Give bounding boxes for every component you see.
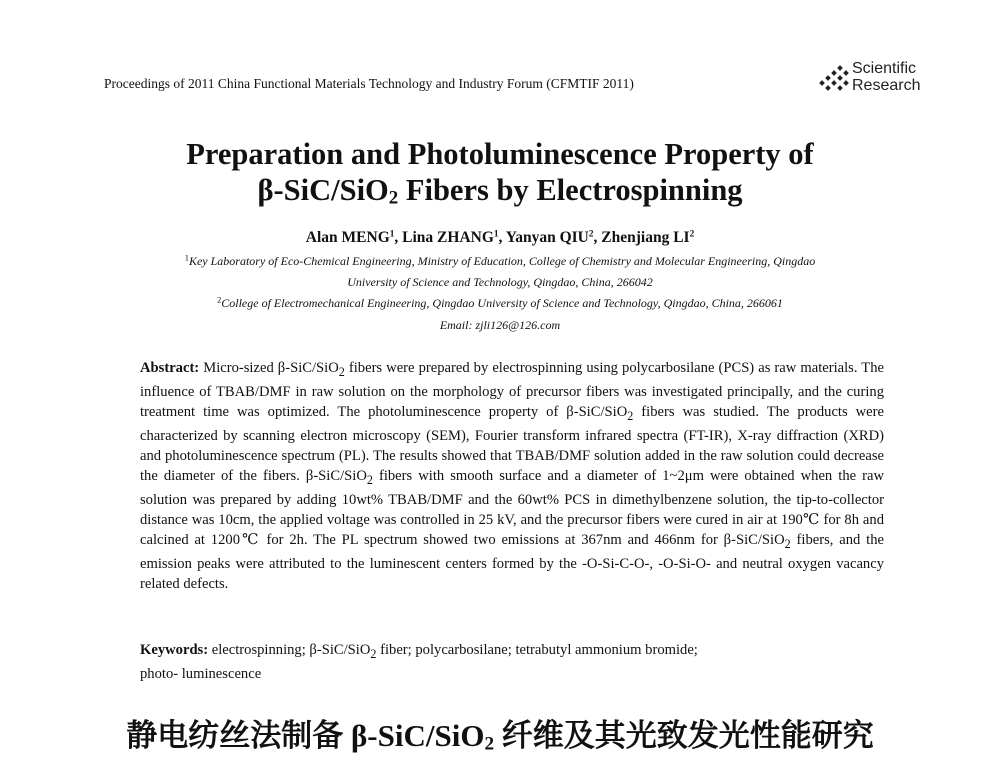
subscript: 2 [370,646,377,661]
affiliation-1-line-1 [0,254,1000,269]
subscript: 2 [338,364,345,379]
keywords [140,640,884,684]
author-name: Zhenjiang LI [601,229,690,246]
keywords-text: electrospinning; β-SiC/SiO [208,642,371,658]
author-affiliation-mark: 1 [389,229,395,240]
publisher-name [852,60,920,94]
author-affiliation-mark: 2 [689,229,695,240]
title-line-2 [0,172,1000,208]
title-rest: Fibers by Electrospinning [398,173,743,207]
affiliation-text: Key Laboratory of Eco-Chemical Engineering, Ministry of Education, College of Chemistry and Molecular Engineering, Qingdao [188,254,816,268]
author-affiliation-mark: 2 [588,229,594,240]
paper-title [0,136,1000,208]
author-affiliation-mark: 1 [493,229,499,240]
subscript: 2 [784,536,791,551]
dot-cluster-icon [816,64,852,94]
keywords-label: Keywords: [140,642,209,658]
proceedings-header: Proceedings of 2011 China Functional Materials Technology and Industry Forum (CFMTIF 2011) [104,76,634,91]
chinese-title-post: 纤维及其光致发光性能研究 [494,718,874,753]
keywords-line-2: photo- luminescence [140,665,262,682]
affiliation-mark: 2 [217,295,222,305]
logo-line-2: Research [852,77,921,94]
chinese-title [0,710,1000,755]
affiliation-mark: 1 [184,253,189,263]
chinese-title-pre: 静电纺丝法制备 β-SiC/SiO [126,718,485,753]
subscript: 2 [484,733,495,755]
author-name: Alan MENG [305,229,390,246]
abstract-text: fibers with smooth surface and a diameter of 1~2μm were obtained when the raw solution was prepared by adding 10wt% TBAB/DMF and the 60wt% PCS in dimethylbenzene solution, the tip-to-collector distance was 10cm, the applied voltage was controlled in 25 kV, and the precursor fibers were cured in air at 190℃ for 8h and calcined at 1200℃ for 2h. The PL spectrum showed two emissions at 367nm and 466nm for β-SiC/SiO [140,467,884,548]
author-name: Yanyan QIU [505,229,589,246]
affiliation-2 [0,296,1000,311]
abstract [140,358,884,594]
subscript: 2 [627,408,634,423]
affiliation-text: College of Electromechanical Engineering, Qingdao University of Science and Technology, Qingdao, China, 266061 [221,296,783,310]
abstract-text: fibers, and the emission peaks were attributed to the luminescent centers formed by the -O-Si-C-O-, -O-Si-O- and neutral oxygen vacancy related defects. [140,531,884,592]
author-separator: , [394,229,403,246]
logo-line-1: Scientific [852,60,917,77]
author-separator: , [498,229,506,246]
abstract-text: Micro-sized β-SiC/SiO [199,360,339,376]
abstract-label: Abstract: [140,360,200,376]
author-name: Lina ZHANG [402,229,494,246]
affiliation-1-line-2: University of Science and Technology, Qingdao, China, 266042 [347,275,653,289]
publisher-logo [816,60,926,100]
title-subscript: 2 [388,187,399,209]
author-separator: , [593,229,602,246]
abstract-text: fibers was studied. The products were characterized by scanning electron microscopy (SEM), Fourier transform infrared spectra (FT-IR), X-ray diffraction (XRD) and photoluminescence spectrum (PL). The results showed that TBAB/DMF solution added in the raw solution could decrease the diameter of the fibers. β-SiC/SiO [140,403,884,484]
keywords-text: fiber; polycarbosilane; tetrabutyl ammonium bromide; [376,642,698,658]
subscript: 2 [366,472,373,487]
abstract-text: fibers were prepared by electrospinning using polycarbosilane (PCS) as raw materials. The influence of TBAB/DMF in raw solution on the morphology of precursor fibers was investigated principally, and the curing treatment time was optimized. The photoluminescence property of β-SiC/SiO [140,360,884,420]
author-list [0,229,1000,247]
title-formula: β-SiC/SiO [257,173,389,207]
title-line-1: Preparation and Photoluminescence Property of [186,137,814,171]
corresponding-email: Email: zjli126@126.com [439,318,561,332]
keywords-line-1 [140,640,884,664]
